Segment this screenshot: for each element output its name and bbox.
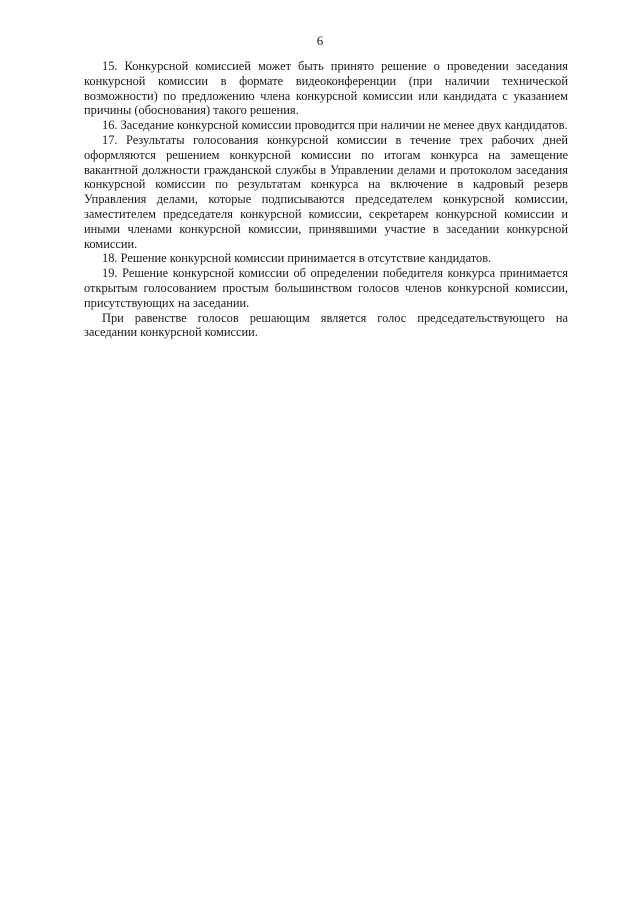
paragraph-tie-vote: При равенстве голосов решающим является голос председательствующего на заседании конкурсной комиссии. <box>84 310 568 340</box>
paragraph-15: 15. Конкурсной комиссией может быть принято решение о проведении заседания конкурсной комиссии в формате видеоконференции (при наличии технической возможности) по предложению члена конкурсной комиссии или кандидата с указанием причины (обоснования) такого решения. <box>84 59 568 118</box>
document-body <box>84 59 568 340</box>
paragraph-17: 17. Результаты голосования конкурсной комиссии в течение трех рабочих дней оформляются решением конкурсной комиссии по итогам конкурса на замещение вакантной должности гражданской службы в Управлении делами и протоколом заседания конкурсной комиссии по результатам конкурса на включение в кадровый резерв Управления делами, которые подписываются председателем конкурсной комиссии, заместителем председателя конкурсной комиссии, секретарем конкурсной комиссии и иными членами конкурсной комиссии, принявшими участие в заседании конкурсной комиссии. <box>84 132 568 251</box>
paragraph-18: 18. Решение конкурсной комиссии принимается в отсутствие кандидатов. <box>102 251 492 266</box>
page-number: 6 <box>316 33 324 48</box>
paragraph-19: 19. Решение конкурсной комиссии об определении победителя конкурса принимается открытым голосованием простым большинством голосов членов конкурсной комиссии, присутствующих на заседании. <box>84 266 568 310</box>
paragraph-16: 16. Заседание конкурсной комиссии проводится при наличии не менее двух кандидатов. <box>102 118 568 133</box>
